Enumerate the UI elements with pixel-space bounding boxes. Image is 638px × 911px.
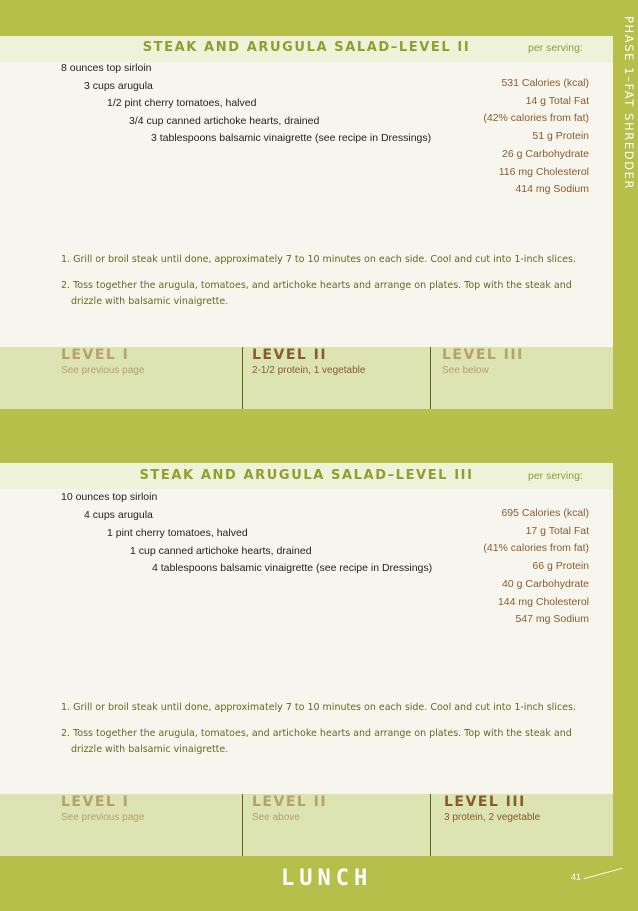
step-text: 2. Toss together the arugula, tomatoes, and artichoke hearts and arrange on plates. Top with the steak and [61, 280, 572, 291]
recipe-2-nutrition-line: (41% calories from fat) [483, 542, 589, 554]
level-2-title: LEVEL II [252, 794, 328, 810]
recipe-1-per-serving: per serving: [528, 42, 583, 54]
level-1-desc: See previous page [61, 812, 145, 823]
recipe-1-nutrition-line: 51 g Protein [532, 130, 589, 142]
recipe-1-nutrition-line: 26 g Carbohydrate [502, 148, 589, 160]
recipe-1-nutrition-line: 414 mg Sodium [515, 183, 589, 195]
recipe-2-nutrition-line: 547 mg Sodium [515, 613, 589, 625]
level-2-desc: See above [252, 812, 300, 823]
recipe-2-ingredient: 1 pint cherry tomatoes, halved [107, 527, 248, 539]
recipe-2-ingredient: 4 tablespoons balsamic vinaigrette (see recipe in Dressings) [152, 562, 433, 574]
level-3-column [430, 794, 614, 856]
recipe-1-step-1 [61, 252, 581, 268]
level-1-desc: See previous page [61, 365, 145, 376]
phase-sidebar-label: PHASE 1–FAT SHREDDER [622, 16, 636, 191]
recipe-2-ingredient: 1 cup canned artichoke hearts, drained [130, 545, 312, 557]
level-2-desc: 2-1/2 protein, 1 vegetable [252, 365, 366, 376]
recipe-1-ingredient: 1/2 pint cherry tomatoes, halved [107, 97, 257, 109]
level-3-title: LEVEL III [442, 347, 524, 363]
step-text-continued: drizzle with balsamic vinaigrette. [71, 296, 229, 307]
recipe-2-ingredient: 10 ounces top sirloin [61, 491, 158, 503]
recipe-2-nutrition-line: 17 g Total Fat [525, 525, 589, 537]
recipe-1-nutrition-line: (42% calories from fat) [483, 112, 589, 124]
recipe-2-nutrition-line: 40 g Carbohydrate [502, 578, 589, 590]
level-2-title: LEVEL II [252, 347, 328, 363]
step-text: 2. Toss together the arugula, tomatoes, and artichoke hearts and arrange on plates. Top with the steak and [61, 728, 572, 739]
step-text: 1. Grill or broil steak until done, approximately 7 to 10 minutes on each side. Cool and cut into 1-inch slices. [61, 254, 576, 265]
lunch-section-logo: LUNCH [281, 866, 373, 891]
recipe-2-title: STEAK AND ARUGULA SALAD–LEVEL III [139, 468, 474, 483]
step-text-continued: drizzle with balsamic vinaigrette. [71, 744, 229, 755]
recipe-2-level-band [0, 794, 613, 856]
step-text: 1. Grill or broil steak until done, approximately 7 to 10 minutes on each side. Cool and cut into 1-inch slices. [61, 702, 576, 713]
recipe-2-per-serving: per serving: [528, 470, 583, 482]
level-2-column [242, 347, 438, 409]
recipe-1-ingredient: 3 cups arugula [84, 80, 153, 92]
level-3-desc: See below [442, 365, 489, 376]
recipe-2-nutrition-line: 695 Calories (kcal) [501, 507, 589, 519]
recipe-1-title: STEAK AND ARUGULA SALAD–LEVEL II [142, 40, 471, 55]
page-number: 41 [571, 872, 582, 882]
level-1-column [61, 794, 241, 856]
level-1-title: LEVEL I [61, 794, 130, 810]
recipe-1-step-2 [61, 278, 581, 310]
recipe-1-ingredient: 3 tablespoons balsamic vinaigrette (see recipe in Dressings) [151, 132, 432, 144]
level-1-title: LEVEL I [61, 347, 130, 363]
recipe-2-step-2 [61, 726, 581, 758]
recipe-1-nutrition-line: 14 g Total Fat [525, 95, 589, 107]
level-3-column [430, 347, 612, 409]
recipe-1-nutrition-line: 531 Calories (kcal) [501, 77, 589, 89]
recipe-2-ingredient: 4 cups arugula [84, 509, 153, 521]
recipe-1-level-band [0, 347, 613, 409]
recipe-2-nutrition-line: 66 g Protein [532, 560, 589, 572]
level-1-column [61, 347, 241, 409]
page-number-line [584, 868, 623, 879]
level-3-desc: 3 protein, 2 vegetable [444, 812, 541, 823]
recipe-1-ingredient: 3/4 cup canned artichoke hearts, drained [129, 115, 320, 127]
recipe-1-nutrition-line: 116 mg Cholesterol [498, 166, 589, 178]
recipe-2-step-1 [61, 700, 581, 716]
level-3-title: LEVEL III [444, 794, 526, 810]
level-2-column [242, 794, 438, 856]
recipe-1-ingredient: 8 ounces top sirloin [61, 62, 152, 74]
recipe-2-nutrition-line: 144 mg Cholesterol [497, 596, 589, 608]
